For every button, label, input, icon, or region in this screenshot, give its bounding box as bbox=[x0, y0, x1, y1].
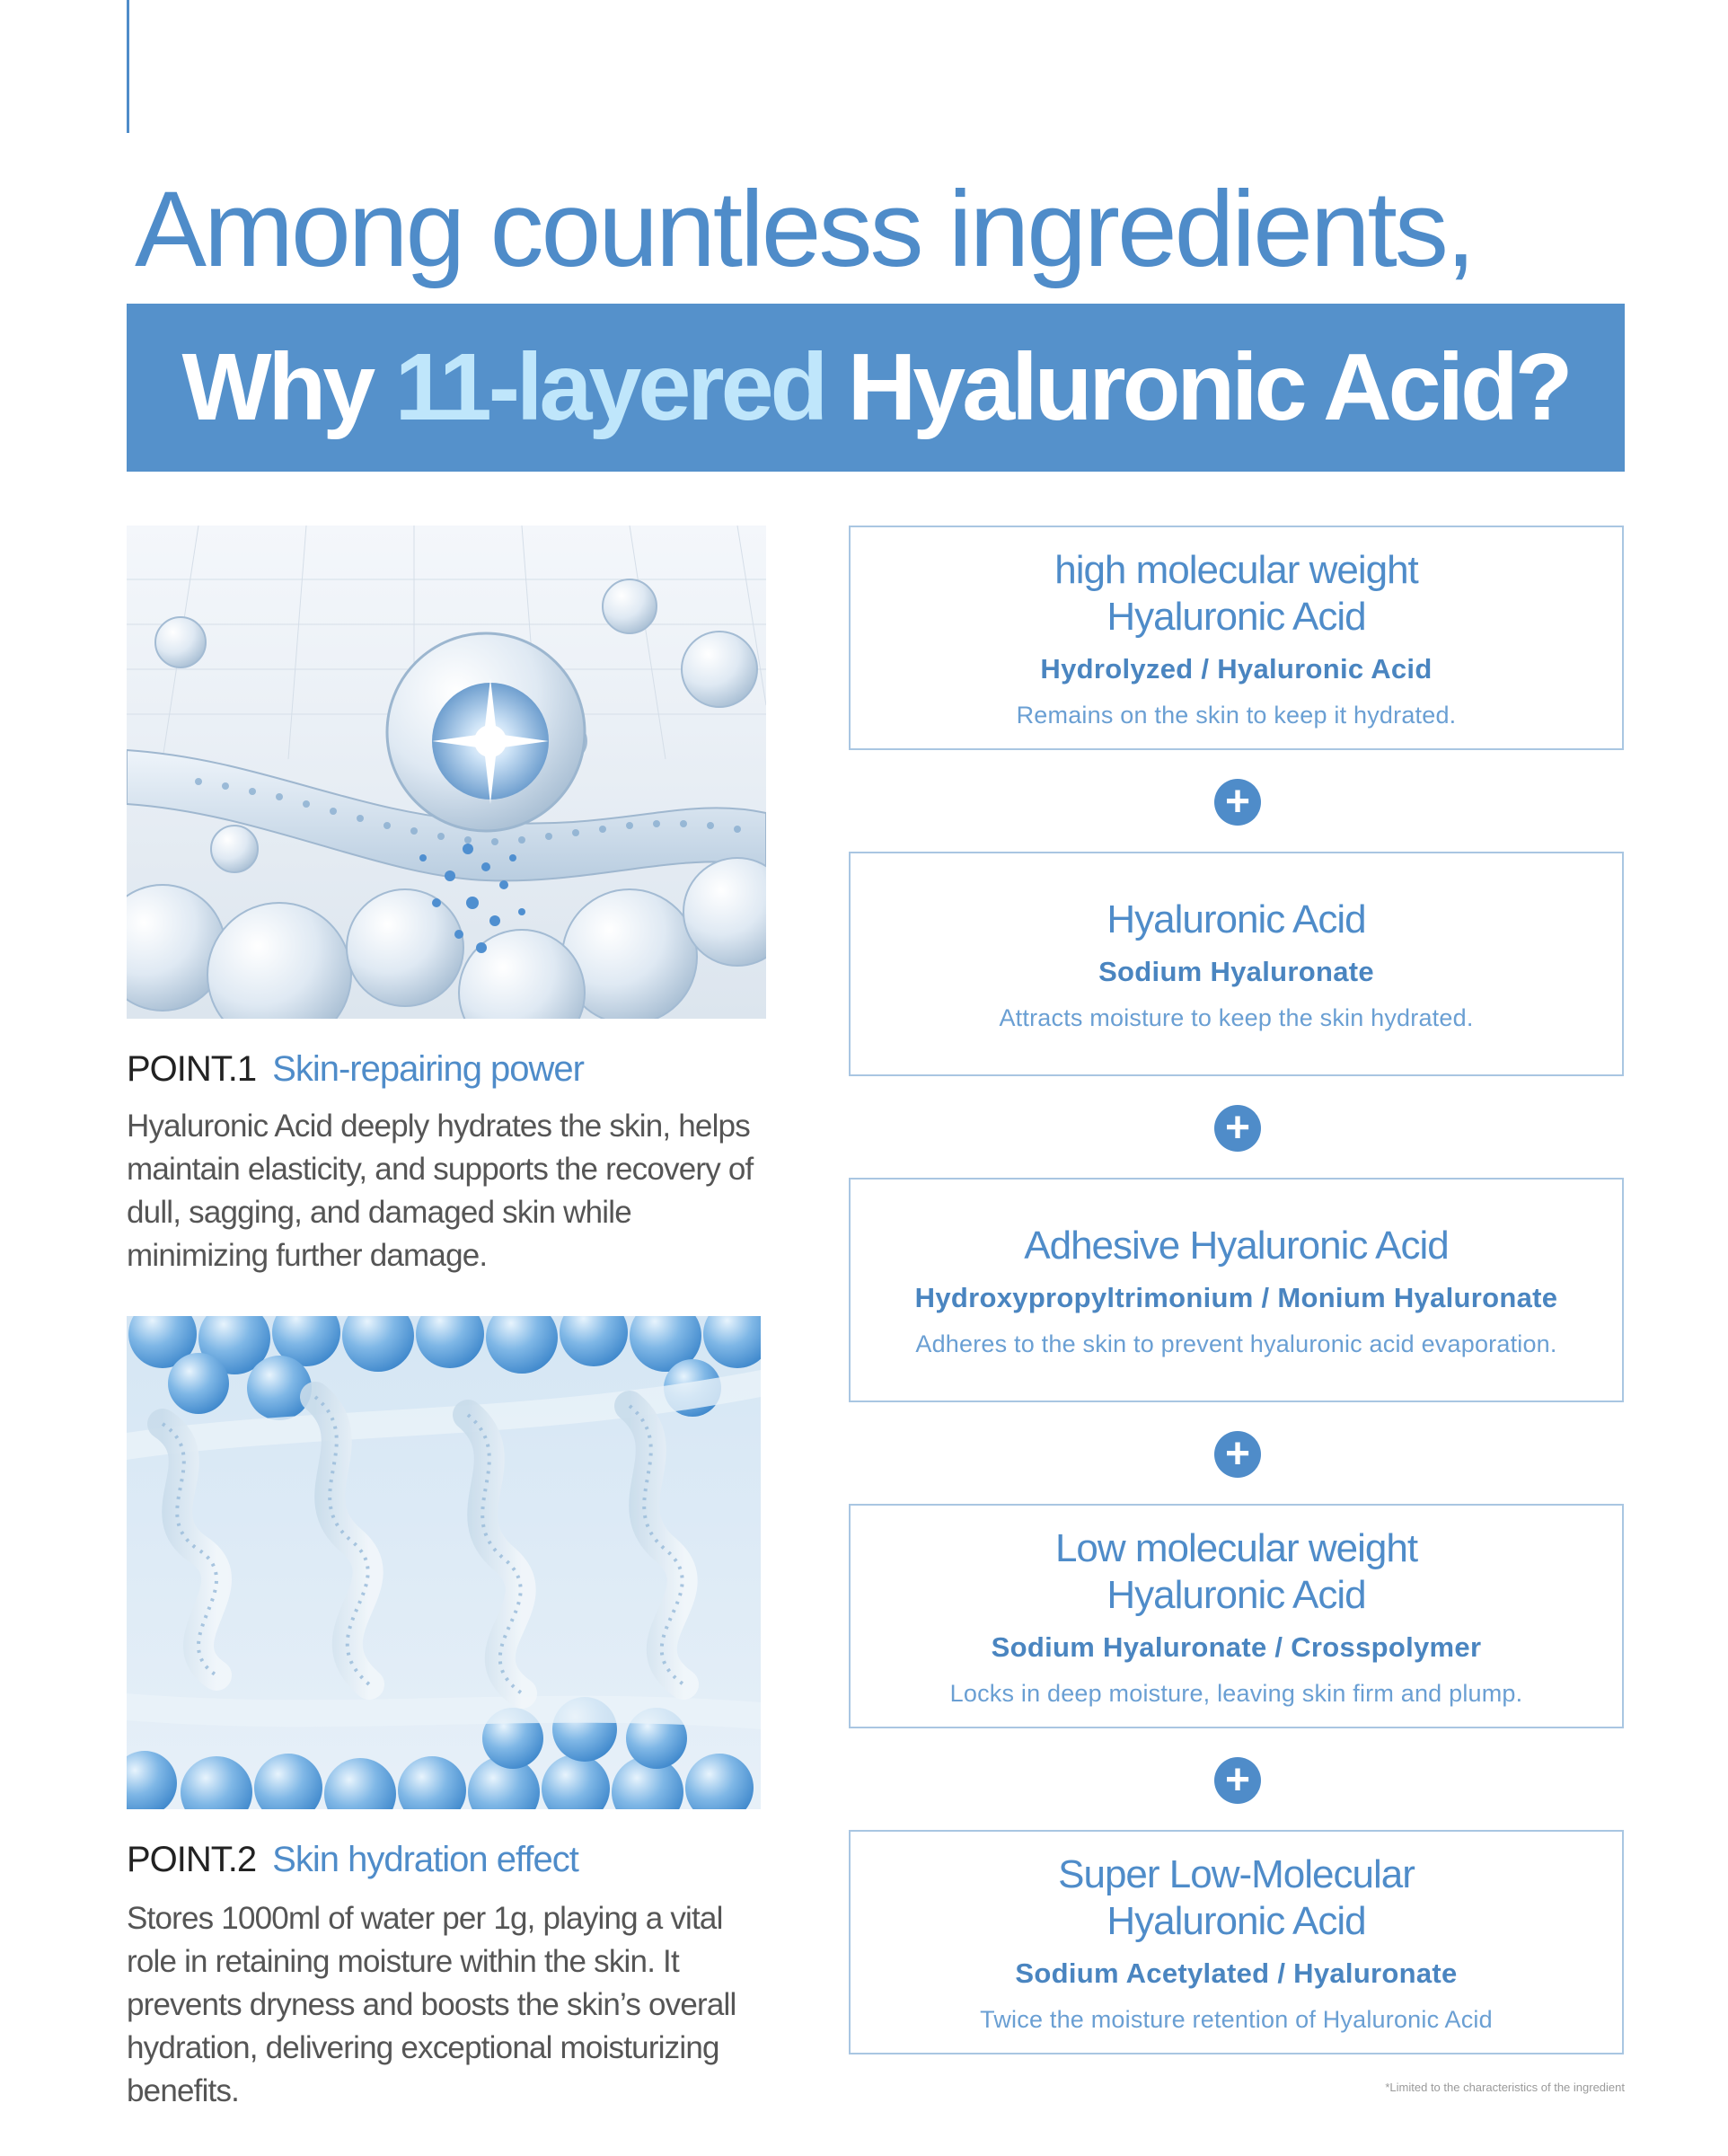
ingredient-card-super-low-molecular bbox=[849, 1830, 1624, 2054]
plus-icon: + bbox=[1214, 1431, 1261, 1478]
point-1-heading bbox=[127, 1049, 584, 1090]
page-headline: Among countless ingredients, bbox=[135, 169, 1474, 289]
title-banner bbox=[127, 304, 1625, 472]
ingredient-inci: Sodium Acetylated / Hyaluronate bbox=[1015, 1957, 1458, 1989]
banner-prefix: Why bbox=[181, 334, 395, 440]
accent-line bbox=[127, 0, 129, 133]
ingredient-card-low-molecular bbox=[849, 1504, 1624, 1728]
point-2-heading bbox=[127, 1840, 578, 1880]
plus-icon: + bbox=[1214, 779, 1261, 826]
ingredient-inci: Hydrolyzed / Hyaluronic Acid bbox=[1040, 652, 1433, 685]
skin-repair-image bbox=[127, 526, 766, 1019]
ingredient-card-high-molecular bbox=[849, 526, 1624, 750]
ingredient-description: Attracts moisture to keep the skin hydrated. bbox=[999, 1003, 1474, 1031]
point-2-title: Skin hydration effect bbox=[272, 1840, 578, 1879]
point-1-title: Skin-repairing power bbox=[272, 1049, 584, 1089]
ingredient-card-hyaluronic-acid bbox=[849, 852, 1624, 1076]
banner-title bbox=[181, 333, 1569, 442]
ingredient-title: Hyaluronic Acid bbox=[1106, 897, 1366, 941]
ingredient-description: Locks in deep moisture, leaving skin firm and plump. bbox=[949, 1679, 1523, 1707]
banner-highlight: 11-layered bbox=[394, 334, 825, 440]
point-1-number: POINT.1 bbox=[127, 1049, 257, 1089]
plus-icon: + bbox=[1214, 1105, 1261, 1152]
ingredient-inci: Sodium Hyaluronate / Crosspolymer bbox=[991, 1630, 1482, 1663]
point-1-body: Hyaluronic Acid deeply hydrates the skin, helps maintain elasticity, and supports the recovery of dull, sagging, and damaged skin while minimizing further damage. bbox=[127, 1109, 754, 1273]
footnote: *Limited to the characteristics of the ingredient bbox=[1385, 2081, 1625, 2094]
ingredient-title: high molecular weight Hyaluronic Acid bbox=[1054, 547, 1418, 639]
ingredient-inci: Hydroxypropyltrimonium / Monium Hyaluronate bbox=[914, 1281, 1558, 1313]
point-2-body: Stores 1000ml of water per 1g, playing a vital role in retaining moisture within the skin. It prevents dryness and boosts the skin’s overall hydration, delivering exceptional moisturizing benefits. bbox=[127, 1901, 736, 2108]
ingredient-title: Super Low-Molecular Hyaluronic Acid bbox=[1058, 1851, 1415, 1943]
ingredient-title: Low molecular weight Hyaluronic Acid bbox=[1054, 1525, 1418, 1617]
ingredient-inci: Sodium Hyaluronate bbox=[1098, 955, 1374, 987]
ingredient-description: Twice the moisture retention of Hyaluronic Acid bbox=[980, 2005, 1493, 2033]
plus-icon: + bbox=[1214, 1757, 1261, 1804]
ingredient-description: Adheres to the skin to prevent hyaluronic acid evaporation. bbox=[915, 1330, 1557, 1357]
banner-suffix: Hyaluronic Acid? bbox=[824, 334, 1570, 440]
skin-hydration-image bbox=[127, 1316, 761, 1809]
point-2-number: POINT.2 bbox=[127, 1840, 257, 1879]
ingredient-title: Adhesive Hyaluronic Acid bbox=[1024, 1223, 1449, 1268]
ingredient-description: Remains on the skin to keep it hydrated. bbox=[1016, 701, 1457, 729]
ingredient-card-adhesive bbox=[849, 1178, 1624, 1402]
